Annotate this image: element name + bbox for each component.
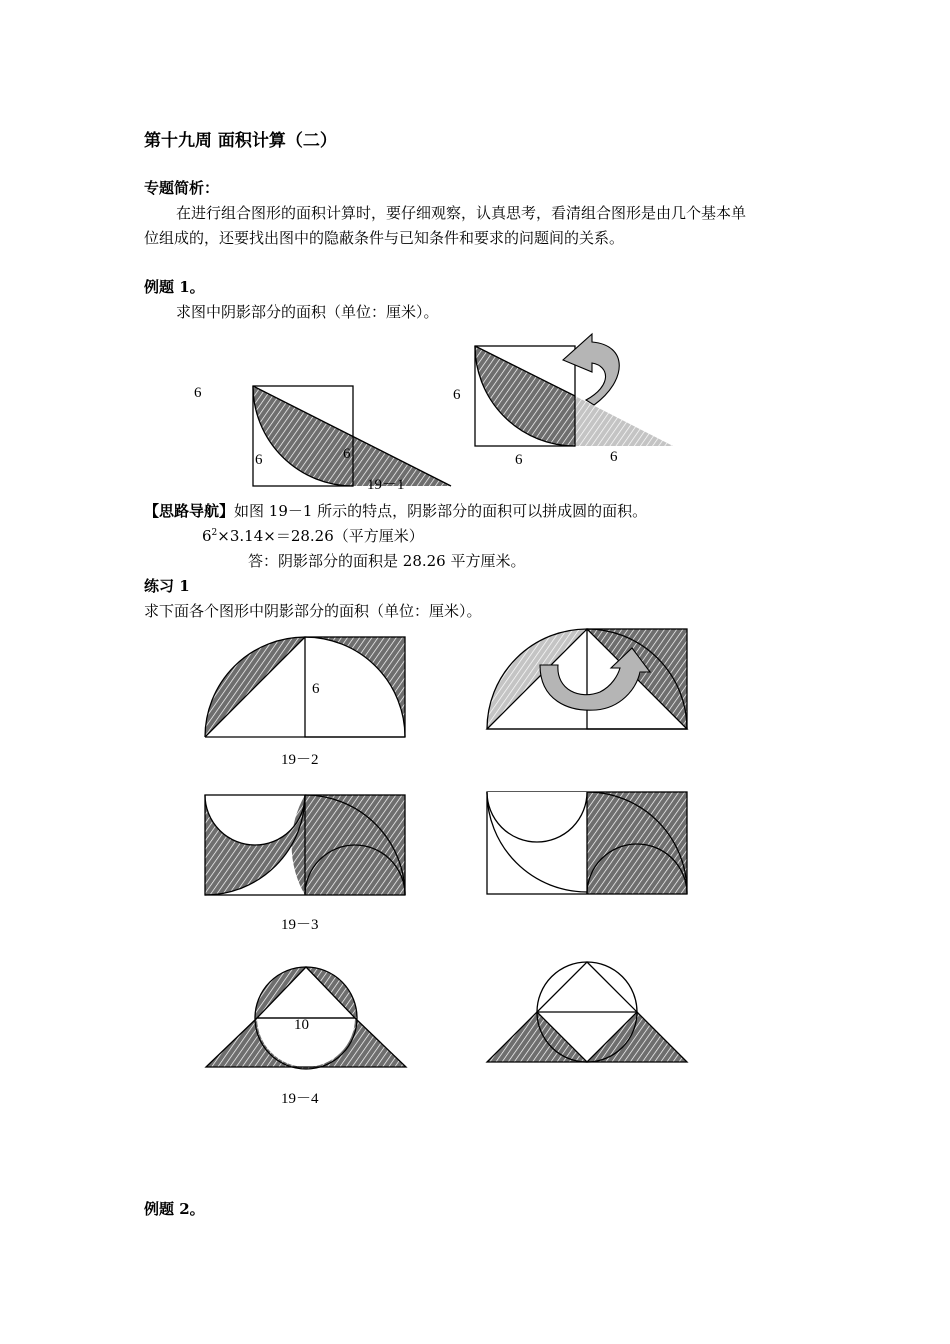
fig-19-3-caption: 19－3 <box>281 917 319 933</box>
fig-19-1b-bottom-label-2: 6 <box>610 449 618 465</box>
formula-rest: ×3.14×＝28.26（平方厘米） <box>217 527 424 545</box>
fig-19-3-right <box>487 792 687 894</box>
guide-label: 【思路导航】 <box>144 502 235 520</box>
fig-19-1-left-label: 6 <box>194 385 202 401</box>
answer-line: 答：阴影部分的面积是 28.26 平方厘米。 <box>248 552 526 570</box>
guide-text: 如图 19－1 所示的特点，阴影部分的面积可以拼成圆的面积。 <box>234 502 648 520</box>
fig-19-1b-left-label: 6 <box>453 387 461 403</box>
fig-19-4-right <box>487 962 687 1062</box>
fig-19-4-caption: 19－4 <box>281 1091 319 1107</box>
practice1-question: 求下面各个图形中阴影部分的面积（单位：厘米）。 <box>144 602 482 620</box>
fig-19-2-caption: 19－2 <box>281 752 319 768</box>
fig-19-2-left <box>205 637 405 737</box>
formula-base: 6 <box>202 527 212 545</box>
analysis-line-1: 在进行组合图形的面积计算时，要仔细观察，认真思考，看清组合图形是由几个基本单 <box>176 204 747 222</box>
fig-19-2-shaded-right <box>305 637 405 737</box>
fig-19-2-right <box>487 629 687 729</box>
analysis-heading: 专题简析： <box>144 179 220 197</box>
fig-19-1-caption: 19－1 <box>367 477 405 493</box>
fig-19-3b-shaded-square <box>587 792 687 894</box>
fig-19-3-left <box>205 795 405 895</box>
example2-heading: 例题 2。 <box>144 1200 205 1218</box>
example1-question: 求图中阴影部分的面积（单位：厘米）。 <box>176 303 439 321</box>
analysis-line-2: 位组成的，还要找出图中的隐蔽条件与已知条件和要求的问题间的关系。 <box>144 229 625 247</box>
fig-19-2-label-6: 6 <box>312 681 320 697</box>
fig-19-3b-top-half-circle <box>487 792 587 842</box>
fig-19-1-inner-label-1: 6 <box>255 452 263 468</box>
practice1-heading: 练习 1 <box>144 577 190 595</box>
example1-heading: 例题 1。 <box>144 278 205 296</box>
page-title: 第十九周 面积计算（二） <box>144 131 337 151</box>
fig-19-4-label-10: 10 <box>294 1017 309 1033</box>
fig-19-1-inner-label-2: 6 <box>343 446 351 462</box>
formula-exponent: 2 <box>211 528 218 538</box>
fig-19-1b-bottom-label-1: 6 <box>515 452 523 468</box>
